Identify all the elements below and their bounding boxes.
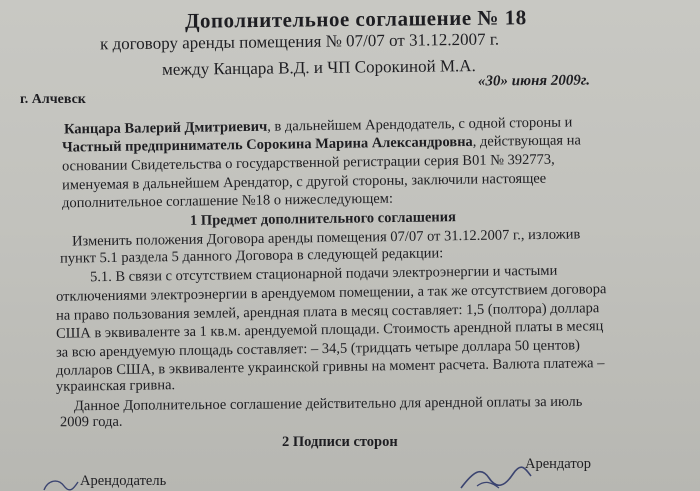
section-1-line: за всю арендуемую площадь составляет: – 34,5 (тридцать четыре доллара 50 центов): [55, 337, 580, 361]
landlord-signature-label: Арендодатель: [80, 473, 167, 489]
tenant-name: Частный предприниматель Сорокина Марина Александровна: [61, 133, 473, 156]
intro-line-5: дополнительное соглашение №18 о нижеследующем:: [61, 190, 394, 212]
tenant-signature-label: Арендатор: [525, 456, 592, 472]
document-date: «30» июня 2009г.: [477, 72, 591, 90]
intro-line-1-text: , в дальнейшем Арендодатель, с одной стороны и: [267, 114, 573, 135]
section-1-title: 1 Предмет дополнительного соглашения: [189, 209, 457, 229]
landlord-signature-scribble: [40, 474, 80, 491]
landlord-name: Канцара Валерий Дмитриевич: [63, 118, 268, 138]
validity-line-1: Данное Дополнительное соглашение действительно для арендной оплаты за июль: [73, 393, 583, 415]
section-1-line: отключениями электроэнергии в арендуемом помещении, а так же отсутствием договора: [55, 281, 607, 305]
document-title: Дополнительное соглашение № 18: [184, 5, 527, 33]
section-1-line: 5.1. В связи с отсутствием стационарной подачи электроэнергии и частыми: [89, 262, 558, 286]
section-1-line: на право пользования землей, арендная плата в месяц составляет: 1,5 (полтора) доллара: [55, 300, 600, 324]
section-1-line: украинская гривна.: [55, 377, 176, 395]
intro-line-3: основании Свидетельства о государственной регистрации серия В01 № 392773,: [61, 151, 555, 175]
section-2-title: 2 Подписи сторон: [282, 434, 398, 450]
validity-line-2: 2009 года.: [59, 413, 123, 431]
intro-line-4: именуемая в дальнейшем Арендатор, с другой стороны, заключили настоящее: [61, 170, 547, 194]
intro-line-2-text: , действующая на: [472, 132, 581, 150]
section-1-line: долларов США, в эквиваленте украинской гривны на момент расчета. Валюта платежа –: [55, 355, 605, 379]
tenant-signature-scribble: [455, 462, 535, 491]
section-1-line: Изменить положения Договора аренды помещения 07/07 от 31.12.2007 г., изложив: [71, 226, 581, 250]
document-subtitle-contract: к договору аренды помещения № 07/07 от 31.12.2007 г.: [99, 29, 500, 54]
section-1-line: США в эквиваленте за 1 кв.м. арендуемой площади. Стоимость арендной платы в месяц: [55, 318, 604, 342]
section-1-line: пункт 5.1 раздела 5 данного Договора в следующей редакции:: [59, 245, 444, 267]
document-subtitle-parties: между Канцара В.Д. и ЧП Сорокиной М.А.: [161, 56, 476, 79]
document-city: г. Алчевск: [20, 92, 86, 107]
